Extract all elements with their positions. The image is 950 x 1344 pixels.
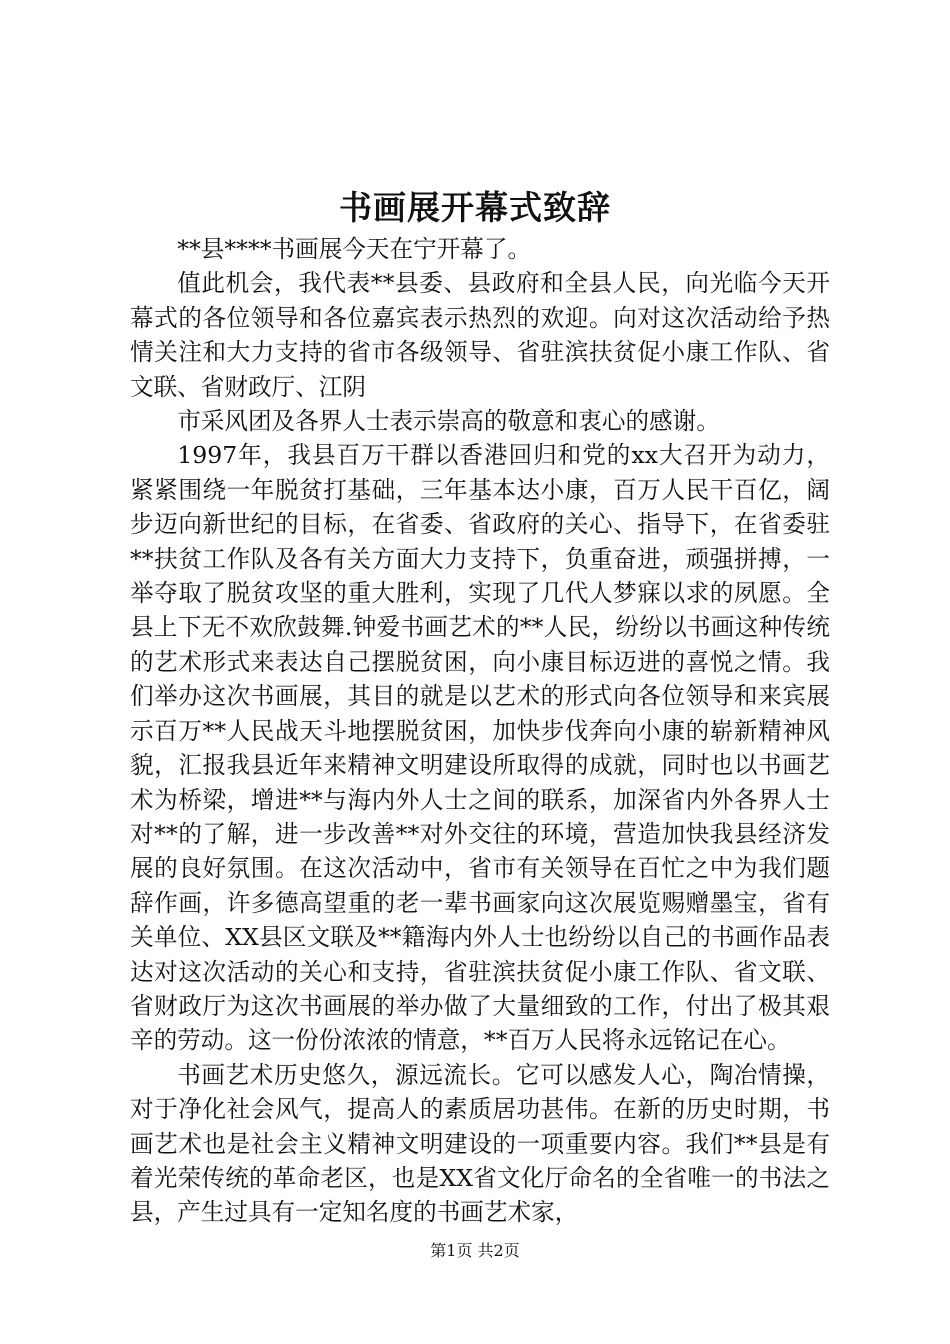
- paragraph-opening: **县****书画展今天在宁开幕了。: [177, 235, 532, 263]
- document-title: 书画展开幕式致辞: [339, 188, 611, 227]
- paragraph-welcome: 值此机会，我代表**县委、县政府和全县人民，向光临今天开幕式的各位领导和各位嘉宾表示热烈的欢迎。向对这次活动给予热情关注和大力支持的省市各级领导、省驻滨扶贫促小康工作队、省文联、省财政厅、江阴: [130, 269, 830, 401]
- document-body: [130, 232, 830, 1230]
- page-number-footer: 第1页 共2页: [430, 1241, 520, 1260]
- paragraph-achievements: 1997年，我县百万干群以香港回归和党的xx大召开为动力，紧紧围绕一年脱贫打基础，三年基本达小康，百万人民干百亿，阔步迈向新世纪的目标，在省委、省政府的关心、指导下，在省委驻**扶贫工作队及各有关方面大力支持下，负重奋进，顽强拼搏，一举夺取了脱贫攻坚的重大胜利，实现了几代人梦寐以求的夙愿。全县上下无不欢欣鼓舞.钟爱书画艺术的**人民，纷纷以书画这种传统的艺术形式来表达自己摆脱贫困，向小康目标迈进的喜悦之情。我们举办这次书画展，其目的就是以艺术的形式向各位领导和来宾展示百万**人民战天斗地摆脱贫困，加快步伐奔向小康的崭新精神风貌，汇报我县近年来精神文明建设所取得的成就，同时也以书画艺术为桥梁，增进**与海内外人士之间的联系，加深省内外各界人士对**的了解，进一步改善**对外交往的环境，营造加快我县经济发展的良好氛围。在这次活动中，省市有关领导在百忙之中为我们题辞作画，许多德高望重的老一辈书画家向这次展览赐赠墨宝，省有关单位、XX县区文联及**籍海内外人士也纷纷以自己的书画作品表达对这次活动的关心和支持，省驻滨扶贫促小康工作队、省文联、省财政厅为这次书画展的举办做了大量细致的工作，付出了极其艰辛的劳动。这一份份浓浓的情意，**百万人民将永远铭记在心。: [130, 441, 830, 1055]
- paragraph-thanks: 市采风团及各界人士表示崇高的敬意和衷心的感谢。: [177, 407, 720, 436]
- paragraph-calligraphy-art: 书画艺术历史悠久，源远流长。它可以感发人心，陶冶情操，对于净化社会风气，提高人的素质居功甚伟。在新的历史时期，书画艺术也是社会主义精神文明建设的一项重要内容。我们**县是有着光荣传统的革命老区，也是XX省文化厅命名的全省唯一的书法之县，产生过具有一定知名度的书画艺术家，: [130, 1060, 830, 1227]
